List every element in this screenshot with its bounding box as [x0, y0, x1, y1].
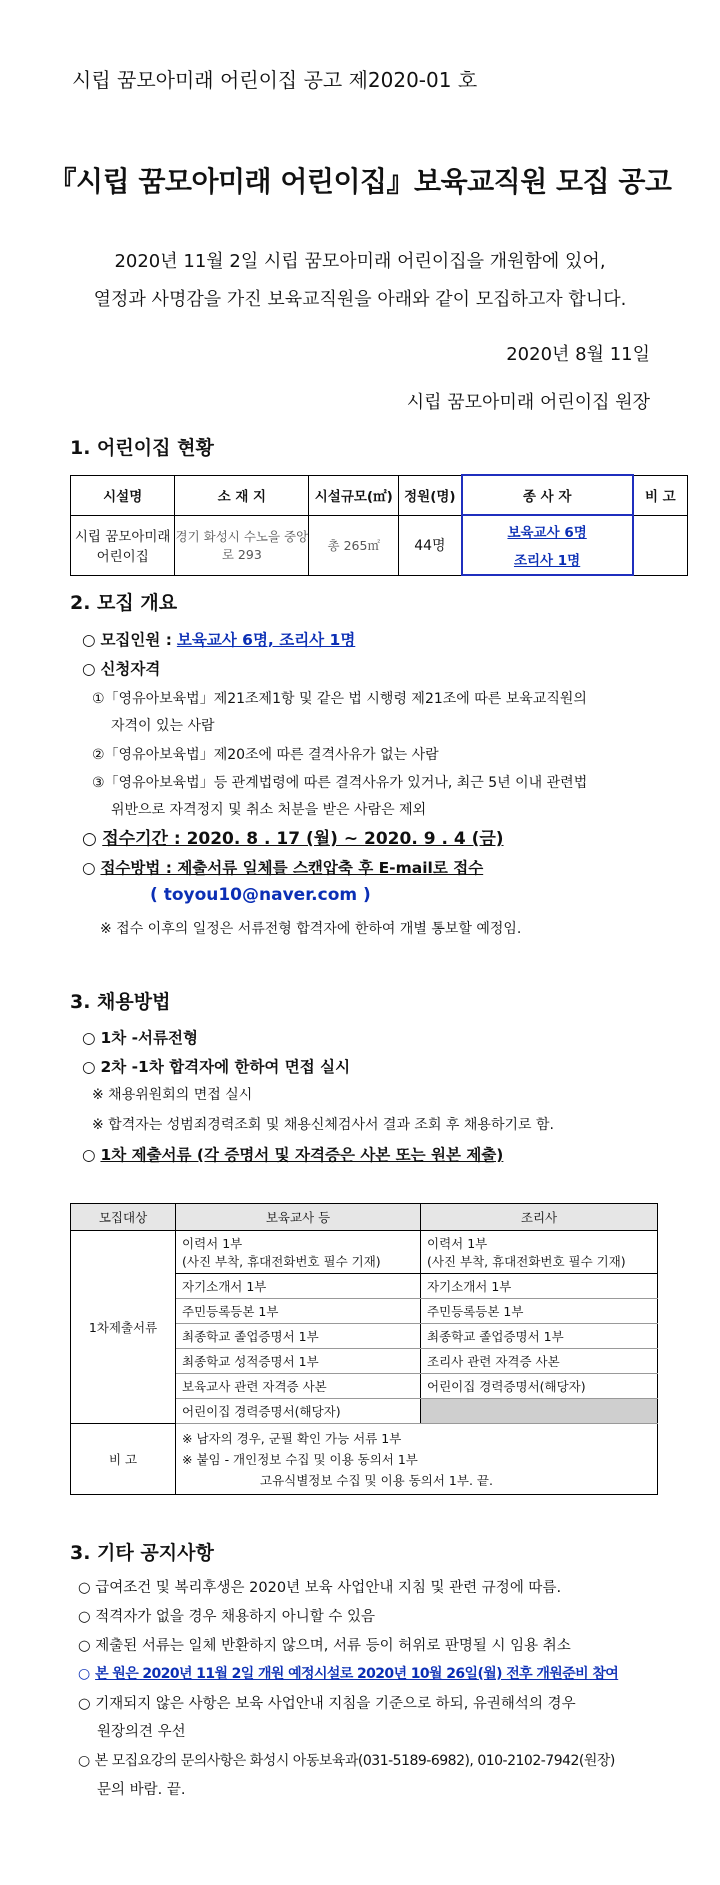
table-cell: 이력서 1부 (사진 부착, 휴대전화번호 필수 기재)	[176, 1231, 421, 1274]
col-header: 보육교사 등	[176, 1204, 421, 1231]
table-cell: 최종학교 졸업증명서 1부	[176, 1324, 421, 1349]
notice-4: ○ 본 원은 2020년 11월 2일 개원 예정시설로 2020년 10월 26일(월) 전후 개원준비 참여	[78, 1666, 619, 1682]
staff-cook: 조리사 1명	[513, 553, 581, 569]
notice-5b: 원장의견 우선	[97, 1724, 186, 1740]
col-header: 시설규모(㎡)	[309, 475, 399, 515]
step-1: ○ 1차 -서류전형	[82, 1029, 198, 1047]
recruit-label: 모집인원 :	[100, 631, 172, 649]
facility-table	[70, 474, 688, 576]
remark-1: ※ 남자의 경우, 군필 확인 가능 서류 1부	[182, 1430, 402, 1446]
method-item: ○ 접수방법 : 제출서류 일체를 스캔압축 후 E-mail로 접수	[82, 859, 484, 877]
col-header: 정원(명)	[399, 475, 462, 515]
remark-3: 고유식별정보 수집 및 이용 동의서 1부. 끝.	[260, 1472, 493, 1488]
section-4-heading: 3. 기타 공지사항	[70, 1542, 214, 1564]
notice-1-text: 급여조건 및 복리후생은 2020년 보육 사업안내 지침 및 관련 규정에 따름.	[95, 1580, 562, 1596]
section-1-heading: 1. 어린이집 현황	[70, 437, 214, 459]
col-header: 비 고	[633, 475, 688, 515]
table-cell: 보육교사 관련 자격증 사본	[176, 1374, 421, 1399]
email-address[interactable]: ( toyou10@naver.com )	[150, 885, 371, 905]
notice-number: 시립 꿈모아미래 어린이집 공고 제2020-01 호	[72, 68, 478, 92]
table-cell: 주민등록등본 1부	[176, 1299, 421, 1324]
table-cell: 최종학교 졸업증명서 1부	[421, 1324, 658, 1349]
table-cell: 자기소개서 1부	[421, 1274, 658, 1299]
notice-2: ○ 적격자가 없을 경우 채용하지 아니할 수 있음	[78, 1609, 376, 1625]
facility-size: 총 265㎡	[309, 515, 399, 575]
notice-1: ○ 급여조건 및 복리후생은 2020년 보육 사업안내 지침 및 관련 규정에 따름.	[78, 1580, 562, 1596]
notice-6b: 문의 바람. 끝.	[97, 1782, 186, 1798]
col-header: 시설명	[71, 475, 175, 515]
facility-capacity: 44명	[399, 515, 462, 575]
remark-2: ※ 붙임 - 개인정보 수집 및 이용 동의서 1부	[182, 1451, 418, 1467]
documents-table	[70, 1203, 658, 1495]
method-note-2: ※ 합격자는 성범죄경력조회 및 채용신체검사서 결과 조회 후 채용하기로 함.	[92, 1117, 554, 1133]
qual-3a: ③「영유아보육법」등 관계법령에 따른 결격사유가 있거나, 최근 5년 이내 관련법	[92, 775, 588, 791]
remark-label: 비 고	[71, 1424, 176, 1495]
staff-teachers: 보육교사 6명	[507, 525, 587, 541]
table-cell-empty	[421, 1399, 658, 1424]
recruit-item: ○ 모집인원 : 보육교사 6명, 조리사 1명	[82, 631, 356, 649]
remark-cell	[176, 1424, 658, 1495]
table-cell: 어린이집 경력증명서(해당자)	[176, 1399, 421, 1424]
col-header: 조리사	[421, 1204, 658, 1231]
facility-address: 경기 화성시 수노을 중앙로 293	[175, 515, 309, 575]
qual-1a: ①「영유아보육법」제21조제1항 및 같은 법 시행령 제21조에 따른 보육교직원의	[92, 691, 587, 707]
table-cell: 어린이집 경력증명서(해당자)	[421, 1374, 658, 1399]
qual-label: 신청자격	[100, 660, 161, 678]
docs-item: ○ 1차 제출서류 (각 증명서 및 자격증은 사본 또는 원본 제출)	[82, 1146, 504, 1164]
notice-4-text: 본 원은 2020년 11월 2일 개원 예정시설로 2020년 10월 26일(월) 전후 개원준비 참여	[95, 1666, 619, 1682]
notice-3: ○ 제출된 서류는 일체 반환하지 않으며, 서류 등이 허위로 판명될 시 임용 취소	[78, 1638, 571, 1654]
facility-staff	[462, 515, 633, 575]
recruit-value: 보육교사 6명, 조리사 1명	[176, 631, 356, 649]
page-title: 『시립 꿈모아미래 어린이집』보육교직원 모집 공고	[48, 165, 672, 198]
table-cell: 주민등록등본 1부	[421, 1299, 658, 1324]
schedule-note: ※ 접수 이후의 일정은 서류전형 합격자에 한하여 개별 통보할 예정임.	[100, 921, 522, 937]
facility-name: 시립 꿈모아미래 어린이집	[71, 515, 175, 575]
notice-2-text: 적격자가 없을 경우 채용하지 아니할 수 있음	[95, 1609, 376, 1625]
notice-5-text: 기재되지 않은 사항은 보육 사업안내 지침을 기준으로 하되, 유권해석의 경우	[95, 1696, 576, 1712]
docs-text: 1차 제출서류 (각 증명서 및 자격증은 사본 또는 원본 제출)	[100, 1146, 504, 1164]
notice-5: ○ 기재되지 않은 사항은 보육 사업안내 지침을 기준으로 하되, 유권해석의 경우	[78, 1696, 576, 1712]
table-cell: 이력서 1부 (사진 부착, 휴대전화번호 필수 기재)	[421, 1231, 658, 1274]
intro-line-1: 2020년 11월 2일 시립 꿈모아미래 어린이집을 개원함에 있어,	[114, 251, 606, 272]
notice-date: 2020년 8월 11일	[506, 344, 650, 365]
qual-2: ②「영유아보육법」제20조에 따른 결격사유가 없는 사람	[92, 747, 439, 763]
qual-item: ○ 신청자격	[82, 660, 161, 678]
step-2-text: 2차 -1차 합격자에 한하여 면접 실시	[100, 1058, 351, 1076]
notice-6: ○ 본 모집요강의 문의사항은 화성시 아동보육과(031-5189-6982), 010-2102-7942(원장)	[78, 1753, 615, 1769]
qual-3b: 위반으로 자격정지 및 취소 처분을 받은 사람은 제외	[111, 802, 427, 818]
notice-3-text: 제출된 서류는 일체 반환하지 않으며, 서류 등이 허위로 판명될 시 임용 취소	[95, 1638, 571, 1654]
method-text: 접수방법 : 제출서류 일체를 스캔압축 후 E-mail로 접수	[100, 859, 484, 877]
table-cell: 최종학교 성적증명서 1부	[176, 1349, 421, 1374]
facility-note	[633, 515, 688, 575]
method-note-1: ※ 채용위원회의 면접 실시	[92, 1087, 253, 1103]
col-header: 소 재 지	[175, 475, 309, 515]
step-1-text: 1차 -서류전형	[100, 1029, 198, 1047]
section-3-heading: 3. 채용방법	[70, 991, 171, 1013]
period-item: ○ 접수기간 : 2020. 8 . 17 (월) ~ 2020. 9 . 4 (금)	[82, 829, 504, 849]
col-header: 모집대상	[71, 1204, 176, 1231]
table-cell: 조리사 관련 자격증 사본	[421, 1349, 658, 1374]
intro-line-2: 열정과 사명감을 가진 보육교직원을 아래와 같이 모집하고자 합니다.	[93, 289, 627, 310]
step-2: ○ 2차 -1차 합격자에 한하여 면접 실시	[82, 1058, 351, 1076]
col-header: 종 사 자	[462, 475, 633, 515]
signer: 시립 꿈모아미래 어린이집 원장	[406, 392, 650, 413]
notice-6-text: 본 모집요강의 문의사항은 화성시 아동보육과(031-5189-6982), 010-2102-7942(원장)	[94, 1753, 615, 1769]
docs-group-label: 1차제출서류	[71, 1231, 176, 1424]
qual-1b: 자격이 있는 사람	[111, 718, 215, 734]
period-text: 접수기간 : 2020. 8 . 17 (월) ~ 2020. 9 . 4 (금)	[102, 829, 504, 849]
section-2-heading: 2. 모집 개요	[70, 592, 178, 614]
table-cell: 자기소개서 1부	[176, 1274, 421, 1299]
